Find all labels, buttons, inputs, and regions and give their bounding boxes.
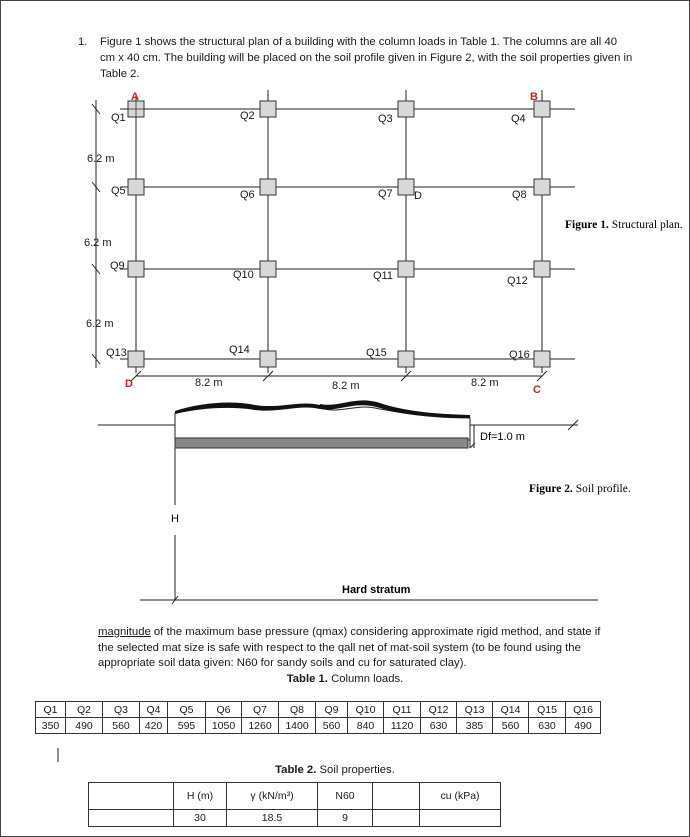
column-q3 bbox=[398, 101, 414, 117]
table1-value-cell: 560 bbox=[103, 718, 140, 734]
plan-grid bbox=[92, 90, 575, 381]
spacing-v2: 6.2 m bbox=[84, 237, 112, 249]
table2-value-cell: 9 bbox=[318, 810, 373, 827]
label-q3: Q3 bbox=[378, 113, 393, 125]
label-q13: Q13 bbox=[106, 347, 127, 359]
corner-a: A bbox=[131, 91, 139, 103]
table1-value-cell: 350 bbox=[36, 718, 66, 734]
table2-header-row bbox=[89, 783, 501, 810]
table1-header-cell: Q8 bbox=[279, 702, 316, 718]
figure1-caption bbox=[565, 219, 683, 231]
figure1-caption-label: Figure 1. bbox=[565, 219, 609, 231]
figure2-caption-text: Soil profile. bbox=[572, 483, 631, 495]
table1-value-cell: 560 bbox=[493, 718, 529, 734]
table1-header-row bbox=[36, 702, 601, 718]
corner-d: D bbox=[125, 378, 133, 390]
figure2-caption-label: Figure 2. bbox=[529, 483, 573, 495]
question-text: Figure 1 shows the structural plan of a building with the column loads in Table 1. The columns are all 40 cm x 40 cm. The building will be placed on the soil profile given in Figure 2, with the soil properties given in Table 2. bbox=[100, 36, 633, 80]
column-q2 bbox=[260, 101, 276, 117]
label-q4: Q4 bbox=[511, 113, 526, 125]
table1-header-cell: Q7 bbox=[242, 702, 279, 718]
column-q8 bbox=[534, 179, 550, 195]
h-label: H bbox=[171, 513, 179, 525]
column-q16 bbox=[534, 351, 550, 367]
table2-value-cell bbox=[373, 810, 420, 827]
table1-header-cell: Q6 bbox=[206, 702, 242, 718]
mat-foundation bbox=[175, 438, 468, 448]
table1-header-cell: Q1 bbox=[36, 702, 66, 718]
label-q1: Q1 bbox=[111, 112, 126, 124]
label-q11: Q11 bbox=[373, 270, 393, 282]
table2-value-cell bbox=[89, 810, 174, 827]
table1-value-cell: 840 bbox=[348, 718, 384, 734]
table1-header-cell: Q15 bbox=[529, 702, 566, 718]
label-q6: Q6 bbox=[240, 189, 255, 201]
column-q14 bbox=[260, 351, 276, 367]
label-q12: Q12 bbox=[507, 275, 528, 287]
table2-header-cell: N60 bbox=[318, 783, 373, 810]
table1-value-cell: 1050 bbox=[206, 718, 242, 734]
table1-header-cell: Q4 bbox=[140, 702, 168, 718]
table1-title-text: Column loads. bbox=[327, 673, 404, 685]
label-q15: Q15 bbox=[366, 347, 387, 359]
table2-title bbox=[0, 764, 670, 776]
column-q15 bbox=[398, 351, 414, 367]
table1-header-cell: Q2 bbox=[66, 702, 103, 718]
label-q2: Q2 bbox=[240, 110, 255, 122]
label-q14: Q14 bbox=[229, 344, 250, 356]
corner-c: C bbox=[533, 384, 541, 396]
table1-value-cell: 560 bbox=[316, 718, 348, 734]
column-q5 bbox=[128, 179, 144, 195]
label-q9: Q9 bbox=[110, 260, 125, 272]
spacing-v1: 6.2 m bbox=[87, 153, 115, 165]
table2-value-cell bbox=[420, 810, 501, 827]
table1-title-label: Table 1. bbox=[286, 673, 328, 685]
table2-header-cell bbox=[373, 783, 420, 810]
table2-value-cell: 18.5 bbox=[227, 810, 318, 827]
table1-value-cell: 420 bbox=[140, 718, 168, 734]
figure1-caption-text: Structural plan. bbox=[608, 219, 683, 231]
table1-header-cell: Q14 bbox=[493, 702, 529, 718]
table1-header-cell: Q11 bbox=[384, 702, 421, 718]
table1-value-cell: 490 bbox=[66, 718, 103, 734]
label-q8: Q8 bbox=[512, 189, 527, 201]
table1-value-cell: 385 bbox=[457, 718, 493, 734]
table1-header-cell: Q12 bbox=[421, 702, 457, 718]
table1-header-cell: Q16 bbox=[566, 702, 601, 718]
column-q6 bbox=[260, 179, 276, 195]
table1-header-cell: Q3 bbox=[103, 702, 140, 718]
table1-value-cell: 1260 bbox=[242, 718, 279, 734]
column-q9 bbox=[128, 261, 144, 277]
label-q10: Q10 bbox=[233, 269, 254, 281]
column-labels bbox=[84, 110, 530, 392]
table2-header-cell: cu (kPa) bbox=[420, 783, 501, 810]
table1-title bbox=[0, 673, 690, 685]
table2-header-cell: γ (kN/m³) bbox=[227, 783, 318, 810]
question-number: 1. bbox=[78, 36, 88, 48]
column-q12 bbox=[534, 261, 550, 277]
corner-labels bbox=[125, 91, 541, 396]
df-label: Df=1.0 m bbox=[480, 431, 525, 443]
table1-value-cell: 490 bbox=[566, 718, 601, 734]
column-loads-table bbox=[35, 701, 601, 734]
spacing-h3: 8.2 m bbox=[471, 377, 499, 389]
spacing-v3: 6.2 m bbox=[86, 318, 114, 330]
label-q16: Q16 bbox=[509, 349, 530, 361]
spacing-h1: 8.2 m bbox=[195, 377, 223, 389]
table1-header-cell: Q9 bbox=[316, 702, 348, 718]
paragraph-text: of the maximum base pressure (qmax) considering approximate rigid method, and state if the selected mat size is safe with respect to the qall net of mat-soil system (to be found using the appropriate soil data given: N60 for sandy soils and cu for saturated clay). bbox=[98, 626, 601, 669]
table2-value-row bbox=[89, 810, 501, 827]
table1-value-cell: 630 bbox=[529, 718, 566, 734]
table1-header-cell: Q13 bbox=[457, 702, 493, 718]
column-q11 bbox=[398, 261, 414, 277]
table2-header-cell: H (m) bbox=[174, 783, 227, 810]
soil-properties-table bbox=[88, 782, 501, 827]
underlined-word: magnitude bbox=[98, 626, 151, 638]
table1-value-row bbox=[36, 718, 601, 734]
table2-title-label: Table 2. bbox=[275, 764, 317, 776]
column-squares bbox=[128, 101, 550, 367]
figure2-caption bbox=[529, 483, 631, 495]
hard-stratum-label: Hard stratum bbox=[342, 584, 411, 596]
label-q5: Q5 bbox=[111, 185, 126, 197]
table1-value-cell: 1120 bbox=[384, 718, 421, 734]
table1-value-cell: 1400 bbox=[279, 718, 316, 734]
column-q7 bbox=[398, 179, 414, 195]
spacing-h2: 8.2 m bbox=[332, 380, 360, 392]
interior-label-d: D bbox=[414, 190, 422, 202]
table1-header-cell: Q5 bbox=[168, 702, 206, 718]
question-paragraph bbox=[98, 625, 603, 672]
table1-header-cell: Q10 bbox=[348, 702, 384, 718]
table2-value-cell: 30 bbox=[174, 810, 227, 827]
column-q4 bbox=[534, 101, 550, 117]
table1-value-cell: 595 bbox=[168, 718, 206, 734]
corner-b: B bbox=[530, 91, 538, 103]
column-q10 bbox=[260, 261, 276, 277]
table2-title-text: Soil properties. bbox=[316, 764, 395, 776]
column-q13 bbox=[128, 351, 144, 367]
label-q7: Q7 bbox=[378, 188, 393, 200]
table1-value-cell: 630 bbox=[421, 718, 457, 734]
table2-header-cell bbox=[89, 783, 174, 810]
